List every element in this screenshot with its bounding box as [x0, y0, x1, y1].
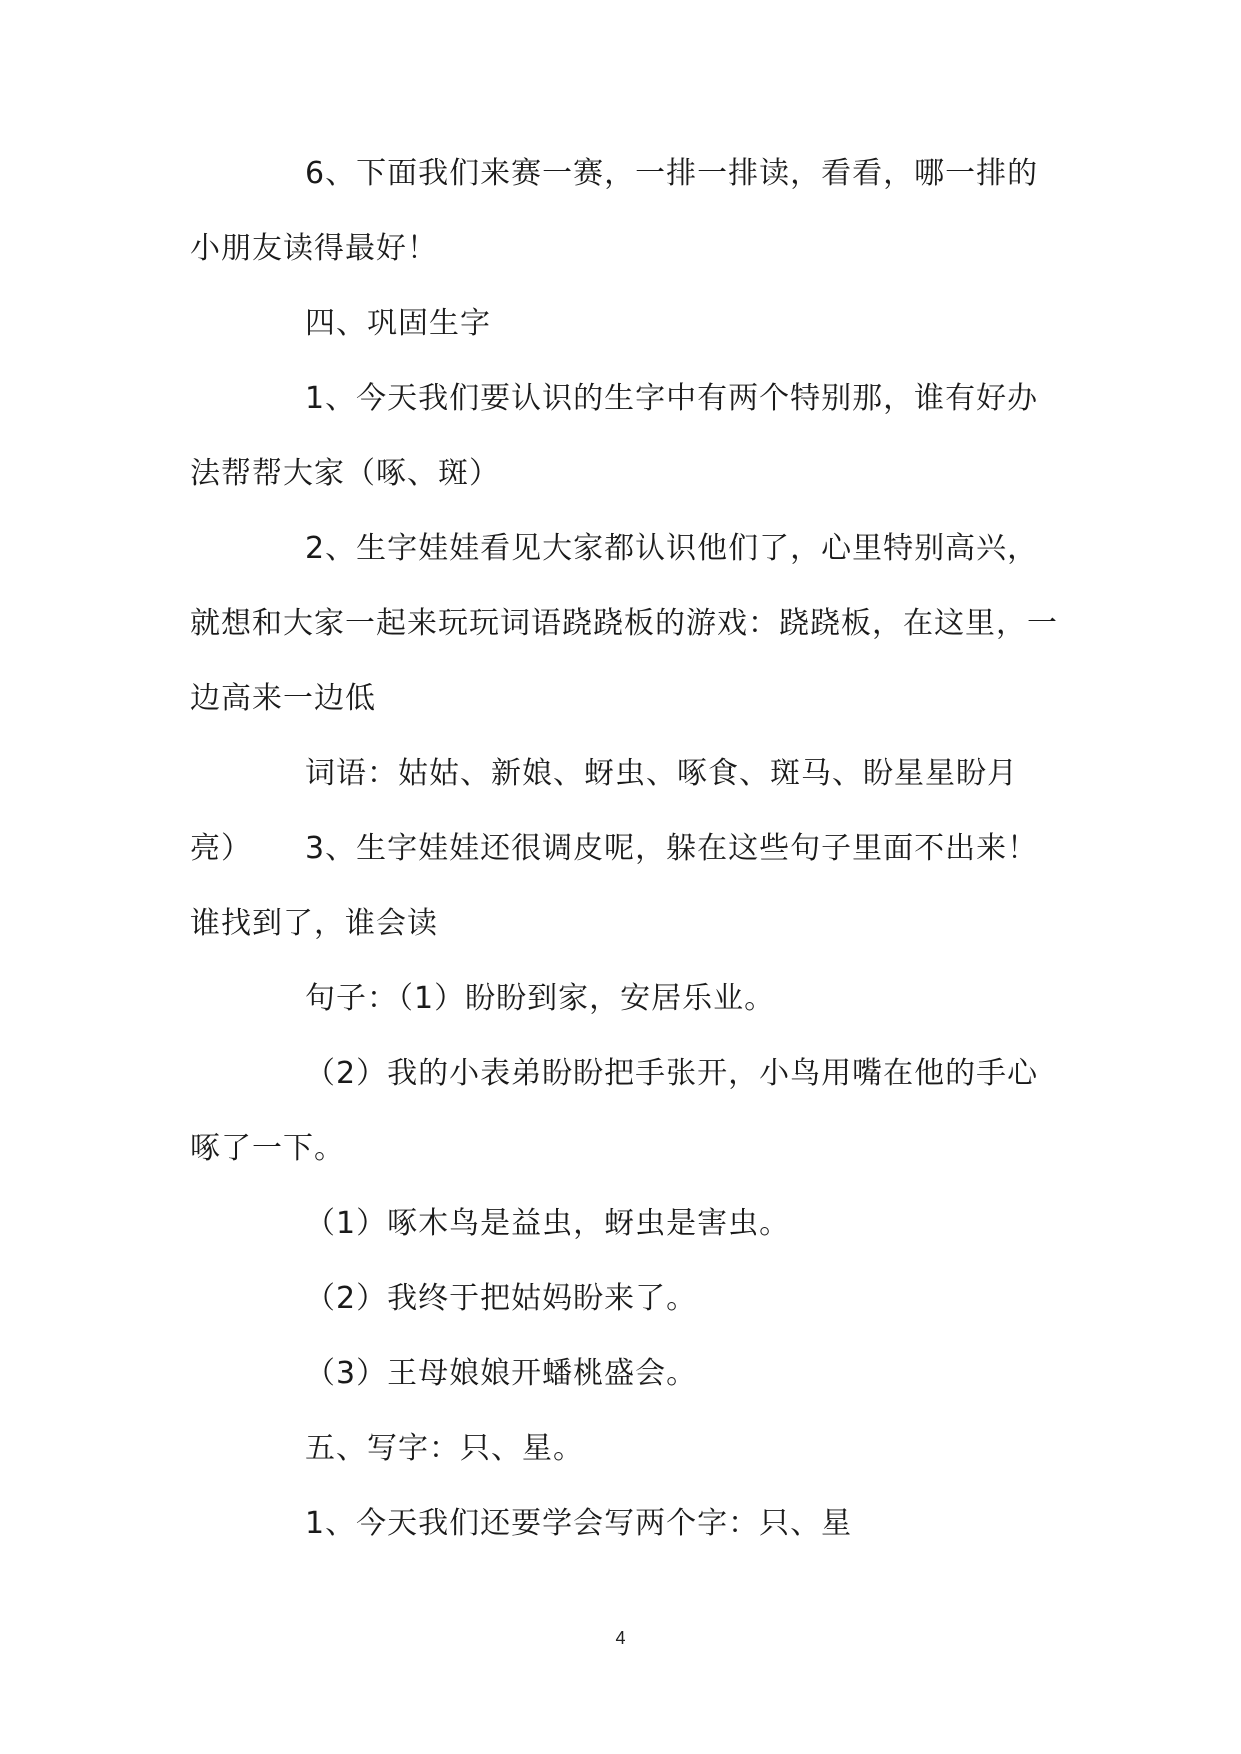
section-heading-writing: 五、写字：只、星。 [305, 1431, 584, 1466]
paragraph-sentence-1: 句子：（1）盼盼到家，安居乐业。 [305, 981, 776, 1016]
paragraph-hidden-characters: 3、生字娃娃还很调皮呢，躲在这些句子里面不出来！谁找到了，谁会读 [190, 831, 1039, 941]
paragraph-sentence-2: （2）我的小表弟盼盼把手张开，小鸟用嘴在他的手心啄了一下。 [190, 1056, 1039, 1166]
section-heading-consolidate: 四、巩固生字 [305, 306, 491, 341]
paragraph-sentence-aunt: （2）我终于把姑妈盼来了。 [305, 1281, 698, 1316]
paragraph-vocabulary: 词语：姑姑、新娘、蚜虫、啄食、斑马、盼星星盼月亮） [190, 756, 1018, 866]
paragraph-special-characters: 1、今天我们要认识的生字中有两个特别那，谁有好办法帮帮大家（啄、斑） [190, 381, 1039, 491]
paragraph-seesaw-game: 2、生字娃娃看见大家都认识他们了，心里特别高兴，就想和大家一起来玩玩词语跷跷板的游戏：跷跷板，在这里，一边高来一边低 [190, 531, 1058, 716]
paragraph-sentence-woodpecker: （1）啄木鸟是益虫，蚜虫是害虫。 [305, 1206, 791, 1241]
paragraph-sentence-queen-mother: （3）王母娘娘开蟠桃盛会。 [305, 1356, 698, 1391]
paragraph-reading-contest: 6、下面我们来赛一赛，一排一排读，看看，哪一排的小朋友读得最好！ [190, 156, 1039, 266]
paragraph-write-two-characters: 1、今天我们还要学会写两个字：只、星 [305, 1506, 853, 1541]
page-number: 4 [615, 1628, 626, 1648]
